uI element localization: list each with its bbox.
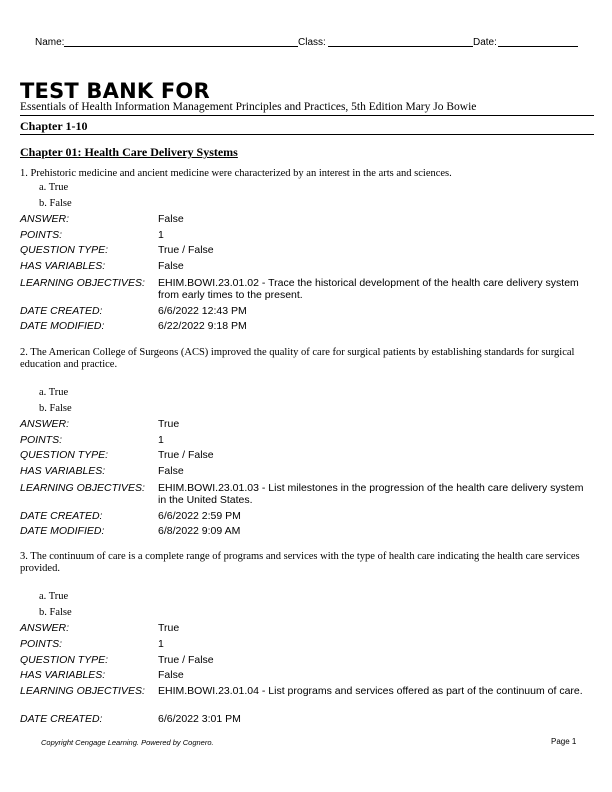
date-created-label: DATE CREATED: (20, 713, 103, 725)
option-a: a. True (39, 182, 69, 193)
answer-value: True (158, 418, 180, 430)
has-variables-value: False (158, 465, 184, 477)
points-label: POINTS: (20, 229, 63, 241)
question-text: 2. The American College of Surgeons (ACS) improved the quality of care for surgical patients by establishing standards for surgical education and practice. (20, 347, 575, 370)
option-a: a. True (39, 591, 69, 602)
date-created-label: DATE CREATED: (20, 305, 103, 317)
learning-objectives-label: LEARNING OBJECTIVES: (20, 685, 145, 697)
option-b: b. False (39, 198, 72, 209)
option-b: b. False (39, 403, 72, 414)
has-variables-value: False (158, 669, 184, 681)
answer-label: ANSWER: (20, 622, 70, 634)
learning-objectives-value: EHIM.BOWI.23.01.04 - List programs and services offered as part of the continuum of care. (158, 685, 583, 697)
date-modified-label: DATE MODIFIED: (20, 525, 105, 537)
date-created-value: 6/6/2022 12:43 PM (158, 305, 247, 317)
answer-label: ANSWER: (20, 213, 70, 225)
class-field[interactable] (328, 46, 473, 47)
book-subtitle: Essentials of Health Information Management Principles and Practices, 5th Edition Mary Jo Bowie (20, 101, 477, 113)
date-created-label: DATE CREATED: (20, 510, 103, 522)
question-type-label: QUESTION TYPE: (20, 244, 109, 256)
question-text: 1. Prehistoric medicine and ancient medicine were characterized by an interest in the arts and sciences. (20, 168, 452, 179)
points-label: POINTS: (20, 638, 63, 650)
has-variables-value: False (158, 260, 184, 272)
page-number: Page 1 (551, 737, 577, 746)
question-type-value: True / False (158, 654, 214, 666)
has-variables-label: HAS VARIABLES: (20, 465, 106, 477)
option-a: a. True (39, 387, 69, 398)
title-divider (20, 115, 594, 116)
page-title: TEST BANK FOR (20, 79, 210, 103)
question-type-label: QUESTION TYPE: (20, 654, 109, 666)
name-label: Name: (35, 37, 65, 48)
date-field[interactable] (498, 46, 578, 47)
date-created-value: 6/6/2022 2:59 PM (158, 510, 241, 522)
has-variables-label: HAS VARIABLES: (20, 669, 106, 681)
question-type-value: True / False (158, 449, 214, 461)
date-label: Date: (473, 37, 497, 48)
date-created-value: 6/6/2022 3:01 PM (158, 713, 241, 725)
date-modified-label: DATE MODIFIED: (20, 320, 105, 332)
question-text: 3. The continuum of care is a complete range of programs and services with the type of health care indicating the health care services provided. (20, 551, 580, 574)
date-modified-value: 6/8/2022 9:09 AM (158, 525, 241, 537)
copyright-footer: Copyright Cengage Learning. Powered by Cognero. (41, 738, 214, 747)
option-b: b. False (39, 607, 72, 618)
points-value: 1 (158, 229, 164, 241)
class-label: Class: (298, 37, 326, 48)
has-variables-label: HAS VARIABLES: (20, 260, 106, 272)
answer-value: True (158, 622, 180, 634)
learning-objectives-value: EHIM.BOWI.23.01.03 - List milestones in the progression of the health care delivery system in the United States. (158, 482, 584, 506)
points-value: 1 (158, 638, 164, 650)
answer-label: ANSWER: (20, 418, 70, 430)
points-value: 1 (158, 434, 164, 446)
chapter-title: Chapter 01: Health Care Delivery Systems (20, 145, 238, 159)
learning-objectives-label: LEARNING OBJECTIVES: (20, 277, 145, 289)
name-field[interactable] (64, 46, 298, 47)
learning-objectives-value: EHIM.BOWI.23.01.02 - Trace the historical development of the health care delivery system from early times to the present. (158, 277, 579, 301)
date-modified-value: 6/22/2022 9:18 PM (158, 320, 247, 332)
question-type-value: True / False (158, 244, 214, 256)
points-label: POINTS: (20, 434, 63, 446)
chapter-range: Chapter 1-10 (20, 119, 88, 133)
chapter-divider (20, 134, 594, 135)
answer-value: False (158, 213, 184, 225)
learning-objectives-label: LEARNING OBJECTIVES: (20, 482, 145, 494)
question-type-label: QUESTION TYPE: (20, 449, 109, 461)
